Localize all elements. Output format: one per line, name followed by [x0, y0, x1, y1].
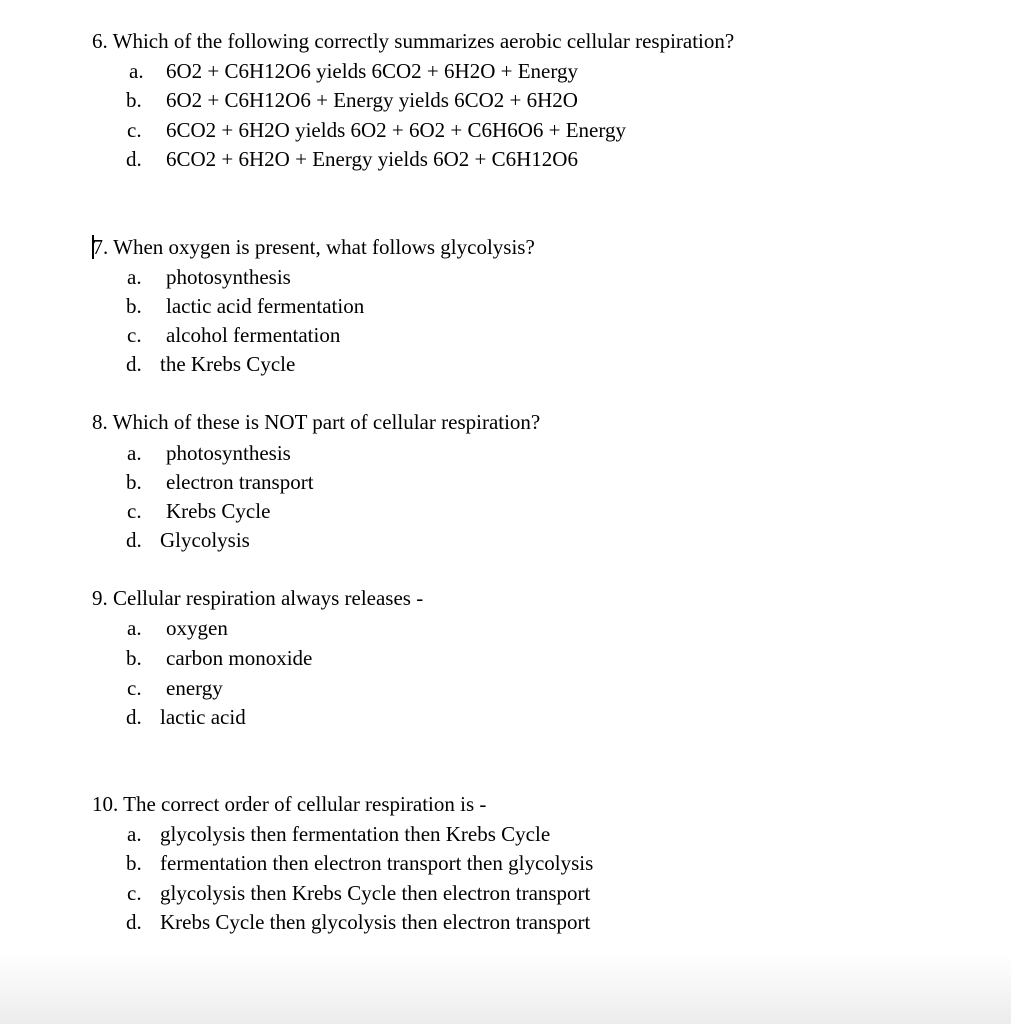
choice-letter: b. — [126, 851, 142, 875]
choice-letter: d. — [126, 147, 142, 171]
choice-letter: c. — [127, 881, 142, 905]
choice-text: photosynthesis — [166, 265, 291, 289]
choice-text: Krebs Cycle — [166, 499, 271, 523]
choice-letter: c. — [127, 323, 142, 347]
choice-text: fermentation then electron transport then glycolysis — [160, 851, 594, 875]
choice-text: glycolysis then fermentation then Krebs Cycle — [160, 822, 551, 846]
choice-letter: a. — [129, 59, 144, 83]
choice-letter: b. — [126, 646, 142, 670]
page-bottom-shadow — [0, 954, 1011, 1024]
choice-letter: d. — [126, 910, 142, 934]
choice-text: 6O2 + C6H12O6 yields 6CO2 + 6H2O + Energy — [166, 59, 578, 83]
choice-letter: c. — [127, 676, 142, 700]
choice-letter: a. — [127, 616, 142, 640]
question-text: 6. Which of the following correctly summarizes aerobic cellular respiration? — [92, 29, 735, 53]
choice-text: 6CO2 + 6H2O + Energy yields 6O2 + C6H12O6 — [166, 147, 578, 171]
choice-letter: c. — [127, 499, 142, 523]
choice-text: energy — [166, 676, 223, 700]
choice-text: lactic acid — [160, 705, 246, 729]
choice-letter: a. — [127, 822, 142, 846]
choice-letter: d. — [126, 528, 142, 552]
choice-text: electron transport — [166, 470, 314, 494]
question-text: 9. Cellular respiration always releases - — [92, 586, 424, 610]
choice-text: the Krebs Cycle — [160, 352, 296, 376]
choice-letter: d. — [126, 352, 142, 376]
choice-text: carbon monoxide — [166, 646, 313, 670]
choice-letter: b. — [126, 294, 142, 318]
choice-text: glycolysis then Krebs Cycle then electron transport — [160, 881, 591, 905]
choice-text: Krebs Cycle then glycolysis then electron transport — [160, 910, 591, 934]
choice-text: photosynthesis — [166, 441, 291, 465]
choice-text: 6CO2 + 6H2O yields 6O2 + 6O2 + C6H6O6 + Energy — [166, 118, 626, 142]
choice-text: lactic acid fermentation — [166, 294, 365, 318]
choice-text: Glycolysis — [160, 528, 250, 552]
choice-letter: a. — [127, 441, 142, 465]
choice-text: alcohol fermentation — [166, 323, 341, 347]
choice-letter: a. — [127, 265, 142, 289]
choice-letter: b. — [126, 470, 142, 494]
question-text-content: 7. When oxygen is present, what follows glycolysis? — [92, 235, 535, 259]
question-text — [92, 234, 535, 260]
choice-text: 6O2 + C6H12O6 + Energy yields 6CO2 + 6H2O — [166, 88, 578, 112]
question-text: 8. Which of these is NOT part of cellular respiration? — [92, 410, 541, 434]
question-text: 10. The correct order of cellular respiration is - — [92, 792, 487, 816]
choice-text: oxygen — [166, 616, 228, 640]
choice-letter: d. — [126, 705, 142, 729]
choice-letter: b. — [126, 88, 142, 112]
choice-letter: c. — [127, 118, 142, 142]
